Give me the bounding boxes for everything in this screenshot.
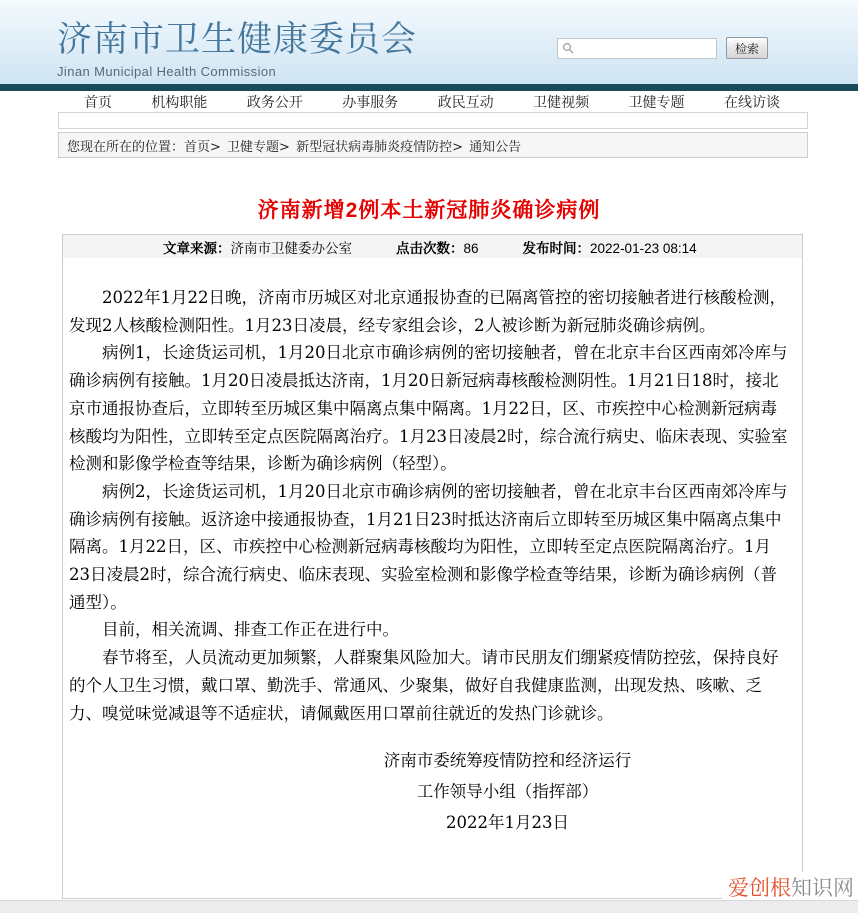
meta-clicks-value: 86	[463, 240, 479, 256]
meta-source	[163, 237, 352, 257]
nav-item[interactable]: 卫健专题	[628, 93, 685, 110]
search-icon	[562, 42, 574, 54]
breadcrumb-link[interactable]: 首页>	[184, 139, 226, 155]
meta-source-label: 文章来源：	[163, 240, 231, 256]
nav-item[interactable]: 首页	[84, 93, 112, 110]
site-header	[0, 0, 858, 84]
article-meta-bar	[63, 235, 802, 258]
breadcrumb-crumbs	[184, 136, 523, 155]
signature-line: 工作领导小组（指挥部）	[416, 782, 599, 802]
nav-item[interactable]: 在线访谈	[723, 93, 780, 110]
meta-time-value: 2022-01-23 08:14	[590, 240, 697, 256]
meta-clicks-label: 点击次数：	[396, 240, 464, 256]
meta-clicks	[396, 237, 479, 257]
breadcrumb-link[interactable]: 卫健专题>	[227, 139, 295, 155]
nav-item[interactable]: 卫健视频	[533, 93, 590, 110]
breadcrumb-label: 您现在所在的位置：	[67, 139, 185, 155]
watermark-suffix: 知识网	[791, 877, 854, 900]
search-input[interactable]	[578, 40, 712, 57]
search-button[interactable]: 检索	[726, 37, 768, 59]
breadcrumb-link[interactable]: 通知公告	[469, 139, 522, 155]
search-area	[557, 37, 768, 59]
nav-item[interactable]: 办事服务	[342, 93, 399, 110]
site-logo	[57, 12, 417, 79]
search-box	[557, 38, 717, 59]
article-paragraph: 目前，相关流调、排查工作正在进行中。	[102, 620, 399, 640]
nav-item[interactable]: 政务公开	[246, 93, 303, 110]
site-title: 济南市卫生健康委员会	[57, 20, 418, 59]
meta-time	[523, 237, 697, 257]
article-title: 济南新增2例本土新冠肺炎确诊病例	[257, 199, 601, 222]
article-paragraph: 病例1，长途货运司机，1月20日北京市确诊病例的密切接触者，曾在北京丰台区西南郊冷库与确诊病例有接触。1月20日凌晨抵达济南，1月20日新冠病毒核酸检测阴性。1月21日18时，接北京市通报协查后，立即转至历城区集中隔离点集中隔离。1月22日，区、市疾控中心检测新冠病毒核酸均为阳性，立即转至定点医院隔离治疗。1月23日凌晨2时，综合流行病史、临床表现、实验室检测和影像学检查等结果，诊断为确诊病例（轻型）。	[69, 343, 788, 474]
meta-source-value: 济南市卫健委办公室	[230, 240, 352, 256]
watermark	[722, 872, 854, 902]
accent-bar	[0, 84, 858, 91]
main-nav	[0, 91, 858, 112]
breadcrumb-link[interactable]: 新型冠状病毒肺炎疫情防控>	[296, 139, 468, 155]
article-paragraph: 春节将至，人员流动更加频繁，人群聚集风险加大。请市民朋友们绷紧疫情防控弦，保持良好的个人卫生习惯，戴口罩、勤洗手、常通风、少聚集，做好自我健康监测，出现发热、咳嗽、乏力、嗅觉味觉减退等不适症状，请佩戴医用口罩前往就近的发热门诊就诊。	[69, 648, 779, 723]
meta-time-label: 发布时间：	[522, 240, 591, 256]
breadcrumb	[58, 132, 808, 158]
article-body	[63, 258, 802, 727]
nav-item[interactable]: 机构职能	[151, 93, 208, 110]
watermark-brand: 爱创根	[728, 877, 791, 900]
signature-line: 2022年1月23日	[446, 813, 569, 833]
site-subtitle: Jinan Municipal Health Commission	[57, 64, 277, 79]
nav-item[interactable]: 政民互动	[437, 93, 494, 110]
article-container	[62, 234, 803, 899]
subnav-box	[58, 112, 808, 129]
article-paragraph: 2022年1月22日晚，济南市历城区对北京通报协查的已隔离管控的密切接触者进行核酸检测，发现2人核酸检测阳性。1月23日凌晨，经专家组会诊，2人被诊断为新冠肺炎确诊病例。	[69, 288, 786, 335]
signature-line: 济南市委统筹疫情防控和经济运行	[383, 751, 632, 771]
page-bottom-strip	[0, 900, 858, 913]
article-signature	[63, 745, 802, 838]
article-paragraph: 病例2，长途货运司机，1月20日北京市确诊病例的密切接触者，曾在北京丰台区西南郊冷库与确诊病例有接触。返济途中接通报协查，1月21日23时抵达济南后立即转至历城区集中隔离点集中隔离。1月22日，区、市疾控中心检测新冠病毒核酸均为阳性，立即转至定点医院隔离治疗。1月23日凌晨2时，综合流行病史、临床表现、实验室检测和影像学检查等结果，诊断为确诊病例（普通型）。	[69, 481, 788, 612]
